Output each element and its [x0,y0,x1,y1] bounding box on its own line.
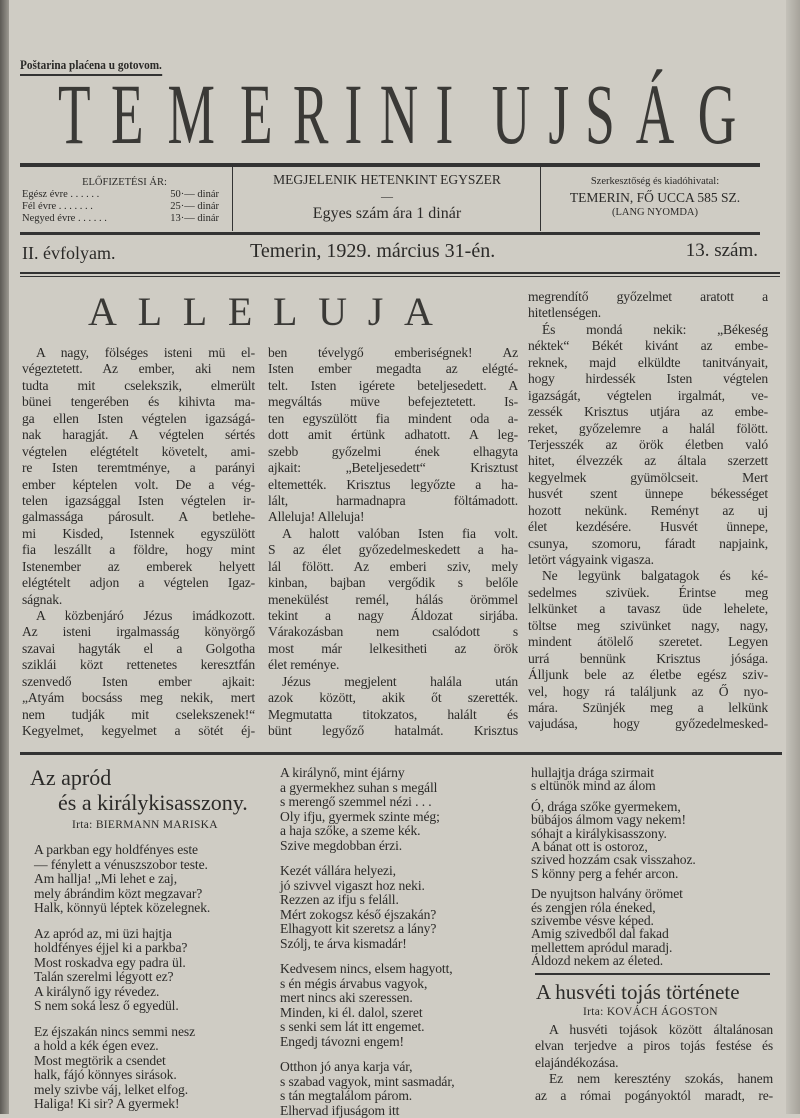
period: Fél évre . . . . . . . [22,201,93,213]
poem-line: s tán megtalálom párom. [280,1089,455,1104]
masthead-divider-2 [540,167,541,231]
title-letter: L [273,290,297,334]
title-letter [463,74,476,154]
text-line: dott amit értünk adhatott. A leg- [268,427,518,443]
page-edge-right [786,0,800,1114]
text-line: Álljunk bele az életbe egész sziv- [528,667,768,683]
text-line: mára. Szünjék meg a lelkünk [528,700,768,716]
volume: II. évfolyam. [22,243,115,264]
poem-line: S könny perg a fehér arcon. [531,867,696,880]
text-line: nem tudják mit cselekszenek!“ [22,707,255,723]
easter-article-title: A husvéti tojás története [536,980,771,1004]
poem-line: mely ábrándim közt megzavar? [34,887,210,902]
text-line: lelkünket a tavasz üde lehelete, [528,601,768,617]
separator-dash: — [234,188,540,204]
poem-line: A parkban egy holdfényes este [34,843,210,858]
title-letter: I [436,74,454,154]
title-letter: A [88,290,117,334]
text-line: végtelen elégtételt követelt, ami- [22,444,255,460]
subscription-row [22,189,227,201]
text-line: ajkait: „Beteljesedett“ Krisztust [268,460,518,476]
title-letter: U [492,74,531,154]
text-line: szavai hagyták el a Golgotha [22,641,255,657]
poem-line: Halk, könnyü léptek közelegnek. [34,901,210,916]
text-line: lál fölött. Az emberi sziv, mely [268,559,518,575]
text-line: szebb győzelmi ének elhagyta [268,444,518,460]
poem-line: Amig szivedből dal fakad [531,927,696,940]
poem-line: Am hallja! „Mi lehet e zaj, [34,872,210,887]
text-line: Jézus megjelent halála után [268,674,518,690]
poem-line: a hold a kék égen evez. [34,1039,210,1054]
text-line: megváltás müve befejeztetett. Is- [268,394,518,410]
poem-line: holdfényes éjjel ki a parkba? [34,941,210,956]
title-letter: E [111,74,144,154]
text-line: élet kezdésére. Husvét ünnepe, [528,519,768,535]
poem-line: s merengő szemmel nézi . . . [280,795,455,810]
text-line: hitetlenségen. [528,305,768,321]
text-line: mi Kisded, Istennek egyszülött [22,526,255,542]
text-line: A közbenjáró Jézus imádkozott. [22,608,255,624]
poem-line: s én mégis árvabus vagyok, [280,977,455,992]
title-letter: R [293,74,329,154]
text-line: ga ellen Isten végtelen igazságá- [22,411,255,427]
title-letter: A [404,290,433,334]
text-line: azok között, akik őt szerették. [268,690,518,706]
stanza-gap [34,916,210,927]
text-line: Alleluja! Alleluja! [268,509,518,525]
page-edge-left [0,0,9,1114]
poem-line: Otthon jó anya karja vár, [280,1060,455,1075]
title-letter: G [698,74,737,154]
poem-line: és zengjen róla éneked, [531,901,696,914]
article-column [268,345,518,740]
office-address: TEMERIN, FŐ UCCA 585 SZ. [542,189,768,206]
issue-number: 13. szám. [686,240,758,262]
title-letter: S [585,74,615,154]
poem-line: A királynő igy révedez. [34,985,210,1000]
masthead-rule-mid [20,232,760,235]
text-line: csunya, szomoru, fáradt napjaink, [528,536,768,552]
easter-article-body [535,1022,773,1104]
title-letter: U [318,290,347,334]
text-line: ten egyszülött fia mindent oda a- [268,411,518,427]
printer: (LANG NYOMDA) [542,206,768,220]
single-issue-price: Egyes szám ára 1 dinár [234,204,540,224]
poem-line: Engedj távozni engem! [280,1035,455,1050]
article-rule [535,973,770,975]
poem-column [280,766,455,1118]
poem-line: Minden, ki él. dalol, szeret [280,1006,455,1021]
price: 50·— dinár [170,189,219,201]
poem-line: halk, fájó könnyes sirások. [34,1068,210,1083]
title-letter: M [168,74,215,154]
poem-line: mert nincs aki szeressen. [280,991,455,1006]
text-line: vel, hogy rá találjunk az Ő nyo- [528,684,768,700]
text-line: A husvéti tojások között általánosan [535,1022,773,1038]
text-line: ember képtelen volt. De a vég- [22,477,255,493]
text-line: az a római pogányoktól maradt, re- [535,1088,773,1104]
poem-line: Szive megdobban érzi. [280,839,455,854]
poem-line: Rezzen az ifju s feláll. [280,893,455,908]
poem-line: hullajtja drága szirmait [531,766,696,779]
text-line: igazságát, végtelen irgalmát, ve- [528,388,768,404]
poem-line: Most roskadva egy padra ül. [34,956,210,971]
text-line: Istenember az emberek helyett [22,559,255,575]
title-letter: L [138,290,162,334]
text-line: kegyelmek gyümölcseit. Mert [528,470,768,486]
text-line: ságnak. [22,592,255,608]
price: 13·— dinár [170,213,219,225]
text-line: élet reménye. [268,657,518,673]
poem-line: S nem soká lesz ő egyedül. [34,999,210,1014]
text-line: És mondá nekik: „Békeség [528,322,768,338]
section-rule [20,752,782,755]
text-line: Terjesszék az örök életben való [528,437,768,453]
poem-line: — fénylett a vénuszszobor teste. [34,858,210,873]
text-line: hozott nekünk. Reményt az uj [528,503,768,519]
poem-line: s senki sem lát itt engemet. [280,1020,455,1035]
text-line: vajudása, hogy győzedelmesked- [528,716,768,732]
article-column [22,345,255,740]
newspaper-title [48,74,723,154]
text-line: hogy hirdessék Isten végtelen [528,371,768,387]
text-line: reket, győzelemre a halál fölött. [528,421,768,437]
poem-line: szived hozzám csak visszahoz. [531,853,696,866]
text-line: galmassága párosult. A betlehe- [22,509,255,525]
text-line: menekülést remél, hálás örömmel [268,592,518,608]
poem-line: bübájos álmom vagy nekem! [531,813,696,826]
poem-line: jó szivvel vigaszt hoz neki. [280,879,455,894]
poem-line: Elhervad ifjuságom itt [280,1104,455,1118]
text-line: „Atyám bocsáss meg nekik, mert [22,690,255,706]
title-letter: L [183,290,207,334]
text-line: lált, harmadnapra föltámadott. [268,493,518,509]
article-title-alleluja [88,290,433,334]
poem-line: mellettem apródul maradj. [531,941,696,954]
poem-line: sóhajt a királykisasszony. [531,827,696,840]
postage-note: Poštarina plaćena u gotovom. [20,58,162,76]
masthead-rule-bottom [20,272,780,274]
text-line: Ne legyünk balgatagok és ké- [528,568,768,584]
poem-line: Kezét vállára helyezi, [280,864,455,879]
poem-column [34,843,210,1112]
poem-title-line2: és a királykisasszony. [58,791,248,815]
masthead-rule-top [20,163,760,167]
text-line: megrendítő győzelmet aratott a [528,289,768,305]
text-line: néktek“ Békét kivánt az embe- [528,338,768,354]
poem-title-line1: Az apród [30,766,111,790]
text-line: telen igazsággal Isten végtelen ir- [22,493,255,509]
text-line: mindent átölelő szeretet. Legyen [528,634,768,650]
office-info [542,174,768,220]
text-line: A nagy, fölséges isteni mü el- [22,345,255,361]
title-letter: I [345,74,363,154]
poem-line: Ó, drága szőke gyermekem, [531,800,696,813]
poem-column [531,766,696,967]
text-line: Várakozásban nem csalódott s [268,624,518,640]
poem-line: a gyermekhez suhan s megáll [280,781,455,796]
poem-line: A királynő, mint éjárny [280,766,455,781]
text-line: bünei tengerében és kihivta ma- [22,394,255,410]
price: 25·— dinár [170,201,219,213]
title-letter: Á [636,74,675,154]
period: Negyed évre . . . . . . [22,213,107,225]
text-line: Megmutatta titokzatos, halált és [268,707,518,723]
title-letter: E [240,74,273,154]
title-letter: N [380,74,419,154]
text-line: sziklái közt rettenetes keresztfán [22,657,255,673]
text-line: töltse meg szivünket nagy, nagy, [528,618,768,634]
poem-line: Mért zokogsz késő éjszakán? [280,908,455,923]
text-line: elajándékozása. [535,1055,773,1071]
text-line: urrá bennünk Krisztus jósága. [528,651,768,667]
easter-article-byline: Irta: KOVÁCH ÁGOSTON [583,1006,718,1019]
masthead-rule-bottom-2 [20,276,780,277]
article-column [528,289,768,733]
poem-line: Oly ifju, gyermek szinte még; [280,810,455,825]
masthead-divider-1 [232,167,233,231]
text-line: végeztetett. Az ember, aki nem [22,361,255,377]
text-line: bünt legyőző hatalmát. Krisztus [268,723,518,739]
text-line: hitet, élvezzék az általa szerzett [528,453,768,469]
poem-byline: Irta: BIERMANN MARISKA [72,819,218,832]
text-line: Kegyelmet, kegyelmet a sötét éj- [22,723,255,739]
subscription-heading: ELŐFIZETÉSI ÁR: [22,177,227,189]
text-line: sedelmes szivüek. Érintse meg [528,585,768,601]
subscription-row [22,201,227,213]
poem-line: Kedvesem nincs, elsem hagyott, [280,962,455,977]
title-letter: J [549,74,570,154]
poem-line: Szólj, te árva kismadár! [280,937,455,952]
text-line: nak haragját. A végtelen sértés [22,427,255,443]
poem-line: Most megtörik a csendet [34,1054,210,1069]
title-letter: T [58,74,91,154]
poem-line: s szabad vagyok, mint sasmadár, [280,1075,455,1090]
poem-line: Ez éjszakán nincs semmi nesz [34,1025,210,1040]
title-letter: J [368,290,384,334]
text-line: letört vágyaink vigasza. [528,552,768,568]
text-line: szenvedő Isten ember ajkait: [22,674,255,690]
text-line: husvét szent ünnepe békességet [528,486,768,502]
text-line: eltemették. Krisztus legyőzte a ha- [268,477,518,493]
poem-line: Elhagyott kit szeretsz a lány? [280,922,455,937]
period: Egész évre . . . . . . [22,189,99,201]
poem-line: Talán szerelmi légyott ez? [34,970,210,985]
text-line: fia leszállt a földre, hogy mint [22,542,255,558]
poem-line: a haja szőke, a szeme kék. [280,824,455,839]
text-line: A halott valóban Isten fia volt. [268,526,518,542]
poem-line: A bánat ott is ostoroz, [531,840,696,853]
text-line: elégtételt adjon a végtelen Igaz- [22,575,255,591]
text-line: elvan terjedve a piros tojás festése és [535,1038,773,1054]
text-line: Az isteni irgalmasság könyörgő [22,624,255,640]
text-line: tudta mit cselekszik, elmerült [22,378,255,394]
poem-line: s eltünök mind az álom [531,779,696,792]
text-line: ben tévelygő emberiségnek! Az [268,345,518,361]
text-line: telt. Isten igérete beteljesedett. A [268,378,518,394]
text-line: re Isten teremtménye, a parányi [22,460,255,476]
text-line: Isten ember megadta az elégté- [268,361,518,377]
subscription-box [22,177,227,225]
text-line: S az élet győzedelmeskedett a ha- [268,542,518,558]
poem-line: De nyujtson halvány örömet [531,887,696,900]
poem-line: szivembe vésve képed. [531,914,696,927]
frequency: MEGJELENIK HETENKINT EGYSZER [234,172,540,188]
text-line: reknek, majd elküldte tanitványait, [528,355,768,371]
stanza-gap [34,1014,210,1025]
text-line: Ez nem keresztény szokás, hanem [535,1071,773,1087]
poem-line: Áldozd nekem az életed. [531,954,696,967]
text-line: most már lelkesitheti az örök [268,641,518,657]
title-letter: E [228,290,252,334]
text-line: zessék Krisztus utjára az embe- [528,404,768,420]
poem-line: mely szivbe váj, lelket elfog. [34,1083,210,1098]
poem-line: Haliga! Ki sir? A gyermek! [34,1097,210,1112]
text-line: kinban, bajban vergődik s belőle [268,575,518,591]
subscription-row [22,213,227,225]
publication-info [234,172,540,224]
dateline: Temerin, 1929. március 31-én. [250,240,495,263]
office-heading: Szerkesztőség és kiadóhivatal: [542,174,768,189]
text-line: tekint a nagy Áldozat sirjába. [268,608,518,624]
poem-line: Az apród az, mi üzi hajtja [34,927,210,942]
